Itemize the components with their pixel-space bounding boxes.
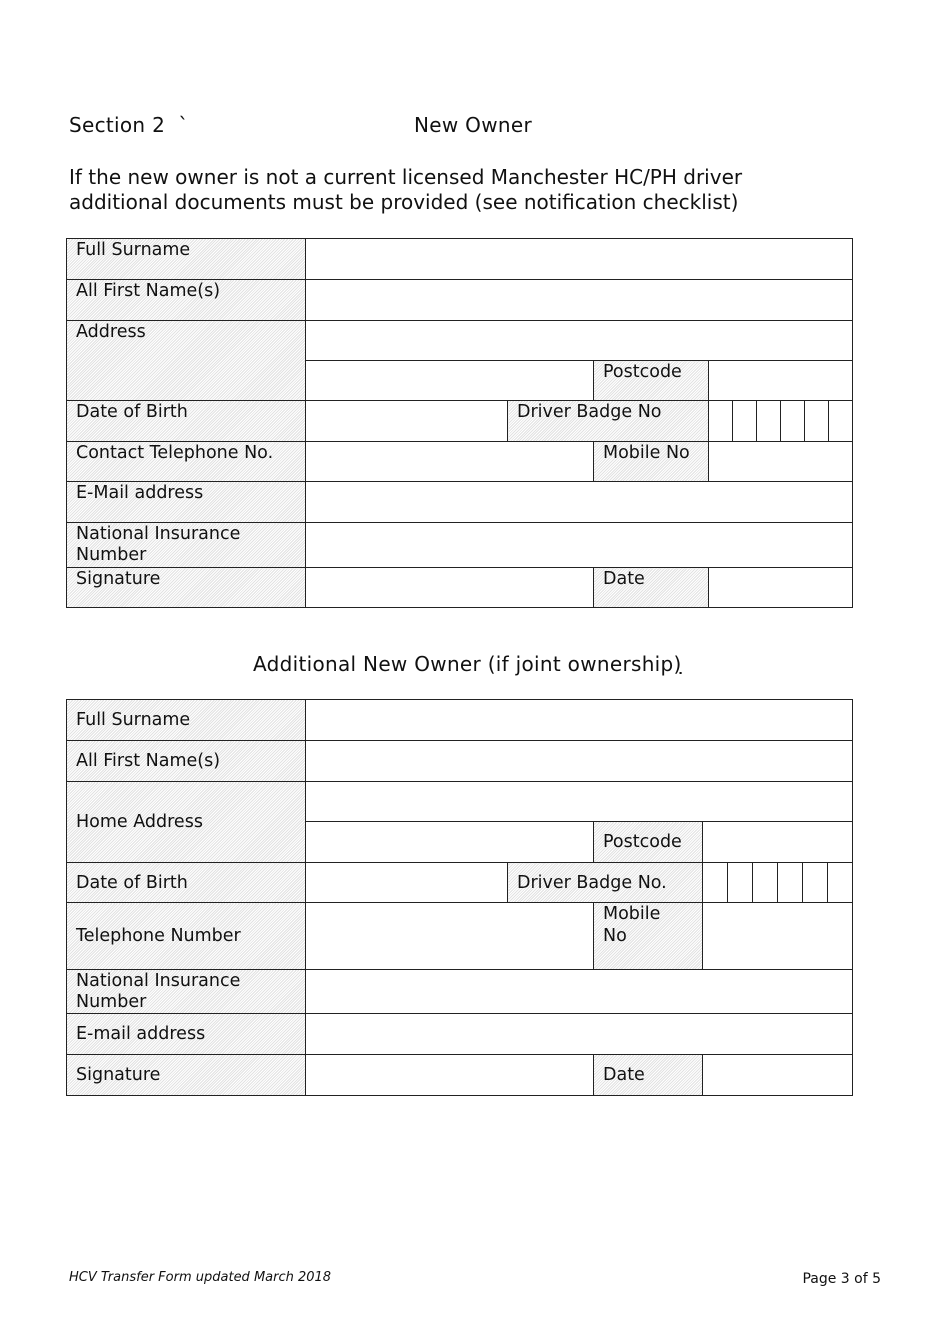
add-driver-badge-label: Driver Badge No. — [508, 863, 703, 903]
email-field[interactable] — [306, 482, 853, 523]
address-line-2-field[interactable] — [306, 361, 594, 401]
add-first-names-field[interactable] — [306, 741, 853, 782]
full-surname-field[interactable] — [306, 239, 853, 280]
telephone-label: Contact Telephone No. — [67, 442, 306, 482]
add-dob-label: Date of Birth — [67, 863, 306, 903]
add-address-line-1-field[interactable] — [306, 782, 853, 822]
mobile-label: Mobile No — [594, 442, 709, 482]
add-signature-label: Signature — [67, 1055, 306, 1096]
add-full-surname-field[interactable] — [306, 700, 853, 741]
dob-label: Date of Birth — [67, 401, 306, 442]
add-first-names-label: All First Name(s) — [67, 741, 306, 782]
date-field[interactable] — [709, 568, 853, 608]
footer-form-name: HCV Transfer Form updated March 2018 — [69, 1270, 332, 1285]
ni-field[interactable] — [306, 523, 853, 568]
intro-line-1: If the new owner is not a current licensed Manchester HC/PH driver — [69, 165, 743, 189]
intro-line-2: additional documents must be provided (see notification checklist) — [69, 190, 739, 214]
add-email-label: E-mail address — [67, 1014, 306, 1055]
address-line-1-field[interactable] — [306, 321, 853, 361]
add-telephone-field[interactable] — [306, 903, 594, 970]
add-postcode-label: Postcode — [594, 822, 703, 863]
add-address-line-2-field[interactable] — [306, 822, 594, 863]
intro-text — [69, 165, 869, 215]
ni-label: National Insurance Number — [67, 523, 306, 568]
add-date-field[interactable] — [703, 1055, 853, 1096]
signature-field[interactable] — [306, 568, 594, 608]
driver-badge-field[interactable] — [709, 401, 853, 442]
add-ni-field[interactable] — [306, 970, 853, 1014]
add-telephone-label: Telephone Number — [67, 903, 306, 970]
first-names-label: All First Name(s) — [67, 280, 306, 321]
additional-owner-table — [66, 699, 853, 1096]
add-mobile-field[interactable] — [703, 903, 853, 970]
driver-badge-label: Driver Badge No — [508, 401, 709, 442]
dob-field[interactable] — [306, 401, 508, 442]
email-label: E-Mail address — [67, 482, 306, 523]
postcode-field[interactable] — [709, 361, 853, 401]
new-owner-table — [66, 238, 853, 608]
add-signature-field[interactable] — [306, 1055, 594, 1096]
postcode-label: Postcode — [594, 361, 709, 401]
add-mobile-label: Mobile No — [594, 903, 703, 970]
full-surname-label: Full Surname — [67, 239, 306, 280]
add-ni-label: National Insurance Number — [67, 970, 306, 1014]
add-email-field[interactable] — [306, 1014, 853, 1055]
footer-page-number: Page 3 of 5 — [802, 1271, 881, 1287]
add-postcode-field[interactable] — [703, 822, 853, 863]
page-title: New Owner — [414, 113, 532, 137]
add-dob-field[interactable] — [306, 863, 508, 903]
section-mark: ` — [178, 113, 189, 137]
additional-owner-heading: Additional New Owner (if joint ownership) — [253, 652, 682, 676]
date-label: Date — [594, 568, 709, 608]
address-label: Address — [67, 321, 306, 401]
add-driver-badge-field[interactable] — [703, 863, 853, 903]
section-label: Section 2 ` — [69, 113, 189, 137]
mobile-field[interactable] — [709, 442, 853, 482]
add-full-surname-label: Full Surname — [67, 700, 306, 741]
first-names-field[interactable] — [306, 280, 853, 321]
add-date-label: Date — [594, 1055, 703, 1096]
add-address-label: Home Address — [67, 782, 306, 863]
signature-label: Signature — [67, 568, 306, 608]
telephone-field[interactable] — [306, 442, 594, 482]
